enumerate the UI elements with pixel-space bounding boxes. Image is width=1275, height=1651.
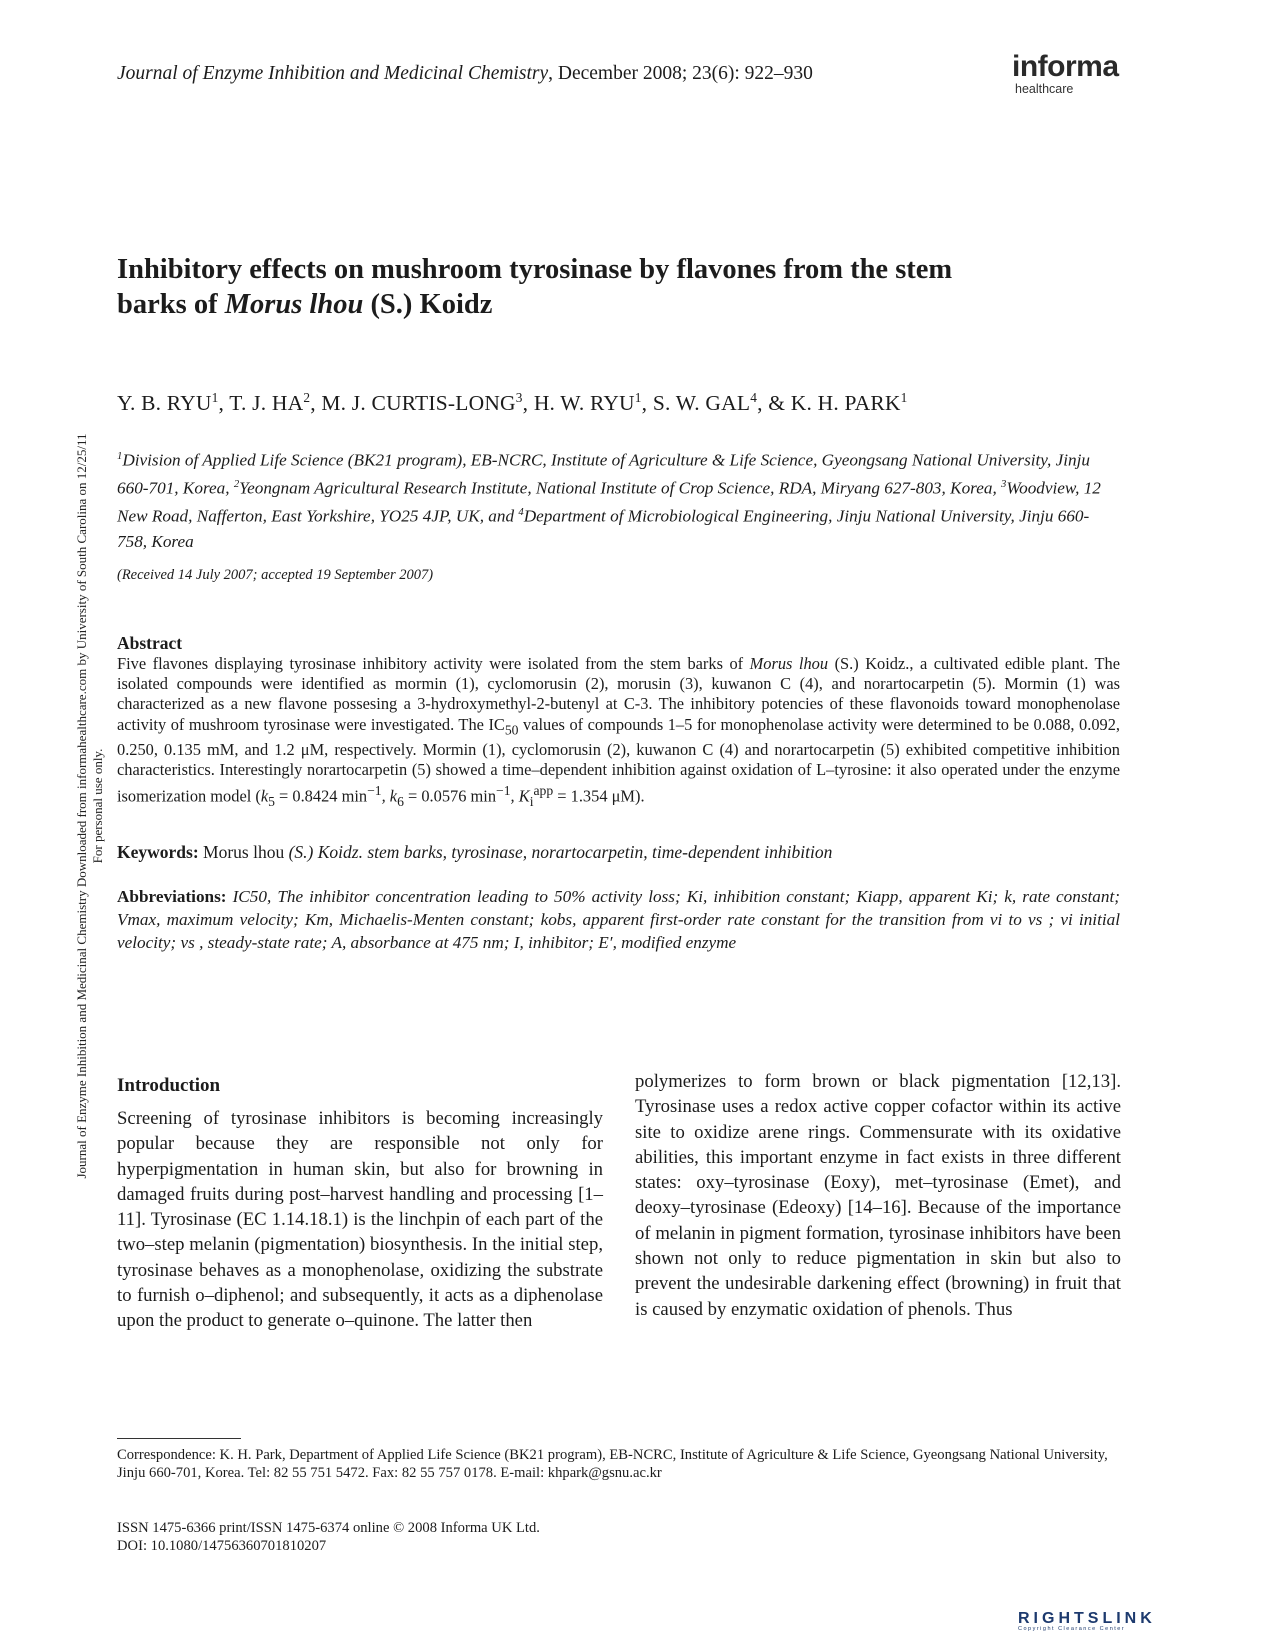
title-line1: Inhibitory effects on mushroom tyrosinase by flavones from the stem bbox=[117, 254, 953, 285]
keywords-label: Keywords: bbox=[117, 842, 199, 862]
issn-line: ISSN 1475-6366 print/ISSN 1475-6374 online © 2008 Informa UK Ltd. bbox=[117, 1520, 540, 1536]
abbreviations-label: Abbreviations: bbox=[117, 887, 227, 906]
article-title bbox=[117, 252, 1117, 322]
logo-text: informa bbox=[1012, 50, 1119, 83]
author: S. W. GAL$^4$, & bbox=[652, 390, 791, 416]
download-notice bbox=[74, 396, 106, 1216]
intro-column-left: Screening of tyrosinase inhibitors is becoming increasingly popular because they are responsible not only for hyperpigmentation in human skin, but also for browning in damaged fruits during post–harvest handling and processing [1–11]. Tyrosinase (EC 1.14.18.1) is the linchpin of each part of the two–step melanin (pigmentation) biosynthesis. In the initial step, tyrosinase behaves as a monophenolase, oxidizing the substrate to furnish o–diphenol; and subsequently, it acts as a diphenolase upon the product to generate o–quinone. The latter then bbox=[117, 1108, 603, 1332]
journal-name: Journal of Enzyme Inhibition and Medicinal Chemistry bbox=[117, 63, 549, 84]
doi-line: DOI: 10.1080/14756360701810207 bbox=[117, 1538, 327, 1554]
author-list bbox=[117, 390, 908, 416]
received-dates: (Received 14 July 2007; accepted 19 September 2007) bbox=[117, 567, 434, 583]
rightslink-sublabel: Copyright Clearance Center bbox=[1018, 1626, 1126, 1632]
affiliation: Woodview, 12 New Road, Nafferton, East Yorkshire, YO25 4JP, UK, and bbox=[117, 478, 1101, 527]
author: M. J. CURTIS-LONG$^3$, bbox=[321, 390, 534, 416]
intro-column-right: polymerizes to form brown or black pigmentation [12,13]. Tyrosinase uses a redox active copper cofactor within its active site to oxidize arene rings. Commensurate with its oxidative abilities, this important enzyme in fact exists in three different states: oxy–tyrosinase (Eoxy), met–tyrosinase (Emet), and deoxy–tyrosinase (Edeoxy) [14–16]. Because of the importance of melanin in pigment formation, tyrosinase inhibitors have been shown not only to reduce pigmentation in skin but also to prevent the undesirable darkening effect (browning) in fruit that is caused by enzymatic oxidation of phenols. Thus bbox=[635, 1071, 1121, 1320]
publication-info bbox=[117, 1519, 540, 1555]
keywords-first: Morus lhou bbox=[198, 842, 289, 862]
title-line2-post: (S.) Koidz bbox=[363, 289, 493, 320]
introduction-heading: Introduction bbox=[117, 1075, 221, 1096]
download-notice-line1: Journal of Enzyme Inhibition and Medicinal Chemistry Downloaded from informahealthcare.com by University of South Carolina on 12/25/11 bbox=[74, 433, 89, 1179]
journal-header bbox=[117, 63, 813, 85]
abstract-heading: Abstract bbox=[117, 633, 183, 653]
download-notice-line2: For personal use only. bbox=[90, 748, 105, 864]
rightslink-label: RIGHTSLINK bbox=[1018, 1610, 1156, 1627]
keywords-list: (S.) Koidz. stem barks, tyrosinase, norartocarpetin, time-dependent inhibition bbox=[288, 842, 833, 862]
informa-logo bbox=[1012, 52, 1119, 96]
affiliations: $^1$Division of Applied Life Science (BK21 program), EB-NCRC, Institute of Agriculture & Life Science, Gyeongsang National University, Jinju 660-701, Korea, $^2$Yeongnam Agricultural Research Institute, National Institute of Crop Science, RDA, Miryang 627-803, Korea, $^3$Woodview, 12 New Road, Nafferton, East Yorkshire, YO25 4JP, UK, and $^4$Department of Microbiological Engineering, Jinju National University, Jinju 660-758, Korea bbox=[117, 450, 1101, 551]
affiliation: Yeongnam Agricultural Research Institute, National Institute of Crop Science, RDA, Miryang 627-803, Korea, bbox=[239, 478, 1002, 498]
author: T. J. $HA^2$, bbox=[229, 390, 322, 416]
keywords bbox=[117, 842, 1120, 863]
abstract-body: Five flavones displaying tyrosinase inhibitory activity were isolated from the stem barks of Morus lhou (S.) Koidz., a cultivated edible plant. The isolated compounds were identified as mormin (1), cyclomorusin (2), morusin (3), kuwanon C (4), and norartocarpetin (5). Mormin (1) was characterized as a new flavone possesing a 3-hydroxymethyl-2-butenyl at C-3. The inhibitory potencies of these flavonoids toward monophenolase activity of mushroom tyrosinase were investigated. The $IC_{50}$ values of compounds 1–5 for monophenolase activity were determined to be 0.088, 0.092, 0.250, 0.135 mM, and 1.2 μM, respectively. Mormin (1), cyclomorusin (2), kuwanon C (4) and norartocarpetin (5) exhibited competitive inhibition characteristics. Interestingly norartocarpetin (5) showed a time–dependent inhibition against oxidation of L–tyrosine: it also operated under the enzyme isomerization model ($k_5 = 0.8424$ $\min^{-1}$, $k_6 = 0.0576$ $\min^{-1}$, $K_i^{app} = 1.354$ μM). bbox=[117, 654, 1120, 809]
affiliation: Division of Applied Life Science (BK21 program), EB-NCRC, Institute of Agriculture & Life Science, Gyeongsang National University, Jinju 660-701, Korea, bbox=[117, 450, 1090, 498]
correspondence-note: Correspondence: K. H. Park, Department of Applied Life Science (BK21 program), EB-NCRC, Institute of Agriculture & Life Science, Gyeongsang National University, Jinju 660-701, Korea. Tel: 82 55 751 5472. Fax: 82 55 757 0178. E-mail: khpark@gsnu.ac.kr bbox=[117, 1447, 1108, 1481]
title-species: Morus lhou bbox=[224, 289, 364, 320]
author: H. W. RYU$^1$, bbox=[533, 390, 653, 416]
abbreviations bbox=[117, 885, 1120, 954]
title-line2-pre: barks of bbox=[117, 289, 225, 320]
abbreviations-list: IC50, The inhibitor concentration leading to 50% activity loss; Ki, inhibition constant; Kiapp, apparent Ki; k, rate constant; Vmax, maximum velocity; Km, Michaelis-Menten constant; kobs, apparent first-order rate constant for the transition from vi to vs ; vi initial velocity; vs , steady-state rate; A, absorbance at 475 nm; I, inhibitor; E′, modified enzyme bbox=[117, 887, 1120, 952]
author: Y. B. RYU$^1$, bbox=[117, 390, 230, 416]
affiliation: Department of Microbiological Engineering, Jinju National University, Jinju 660-758, Korea bbox=[117, 507, 1090, 551]
footnote-rule bbox=[117, 1438, 241, 1439]
journal-issue: , December 2008; 23(6): 922–930 bbox=[548, 63, 813, 84]
rightslink-logo[interactable] bbox=[1018, 1610, 1156, 1632]
logo-subtext: healthcare bbox=[1015, 82, 1074, 96]
author: K. H. PARK$^1$ bbox=[790, 390, 908, 416]
